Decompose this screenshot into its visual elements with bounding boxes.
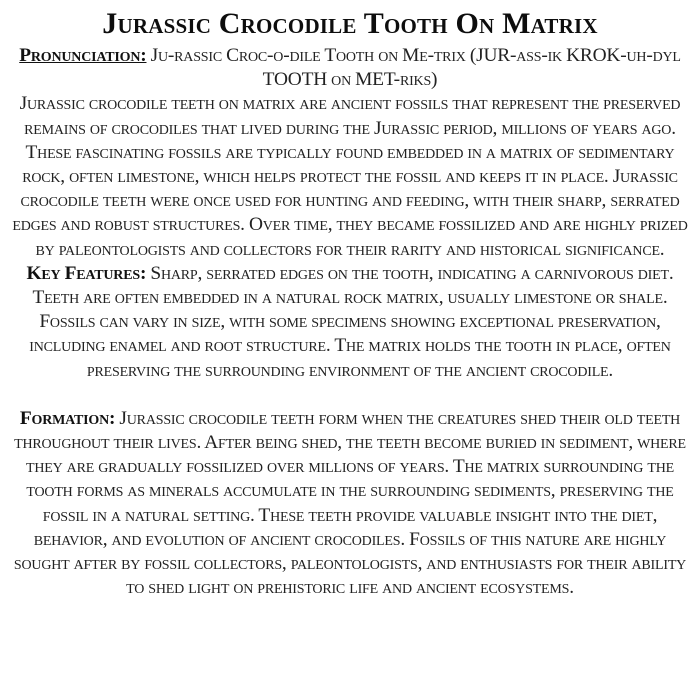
formation-label: Formation: (19, 407, 116, 429)
key-features-section (6, 262, 694, 383)
key-features-text: Sharp, serrated edges on the tooth, indicating a carnivorous diet. Teeth are often embedded in a natural rock matrix, usually limestone or shale. Fossils can vary in size, with some specimens showing exceptional preservation, including enamel and root structure. The matrix holds the tooth in place, often preserving the surrounding environment of the ancient crocodile. (29, 262, 674, 381)
pronunciation-label: Pronunciation: (19, 45, 147, 66)
formation-section (6, 407, 694, 601)
section-spacer (6, 383, 694, 407)
pronunciation-text: Ju-rassic Croc-o-dile Tooth on Me-trix (JUR-ass-ik KROK-uh-dyl TOOTH on MET-riks) (146, 45, 681, 91)
key-features-label: Key Features: (26, 262, 147, 284)
formation-text: Jurassic crocodile teeth form when the creatures shed their old teeth throughout their lives. After being shed, the teeth become buried in sediment, where they are gradually fossilized over millions of years. The matrix surrounding the tooth forms as minerals accumulate in the surrounding sediments, preserving the fossil in a natural setting. These teeth provide valuable insight into the diet, behavior, and evolution of ancient crocodiles. Fossils of this nature are highly sought after by fossil collectors, paleontologists, and enthusiasts for their ability to shed light on prehistoric life and ancient ecosystems. (13, 407, 687, 599)
description-paragraph: Jurassic crocodile teeth on matrix are ancient fossils that represent the preserved remains of crocodiles that lived during the Jurassic period, millions of years ago. These fascinating fossils are typically found embedded in a matrix of sedimentary rock, often limestone, which helps protect the fossil and keeps it in place. Jurassic crocodile teeth were once used for hunting and feeding, with their sharp, serrated edges and robust structures. Over time, they became fossilized and are highly prized by paleontologists and collectors for their rarity and historical significance. (12, 93, 688, 260)
pronunciation-section (6, 44, 694, 92)
page-title: Jurassic Crocodile Tooth On Matrix (102, 7, 598, 40)
